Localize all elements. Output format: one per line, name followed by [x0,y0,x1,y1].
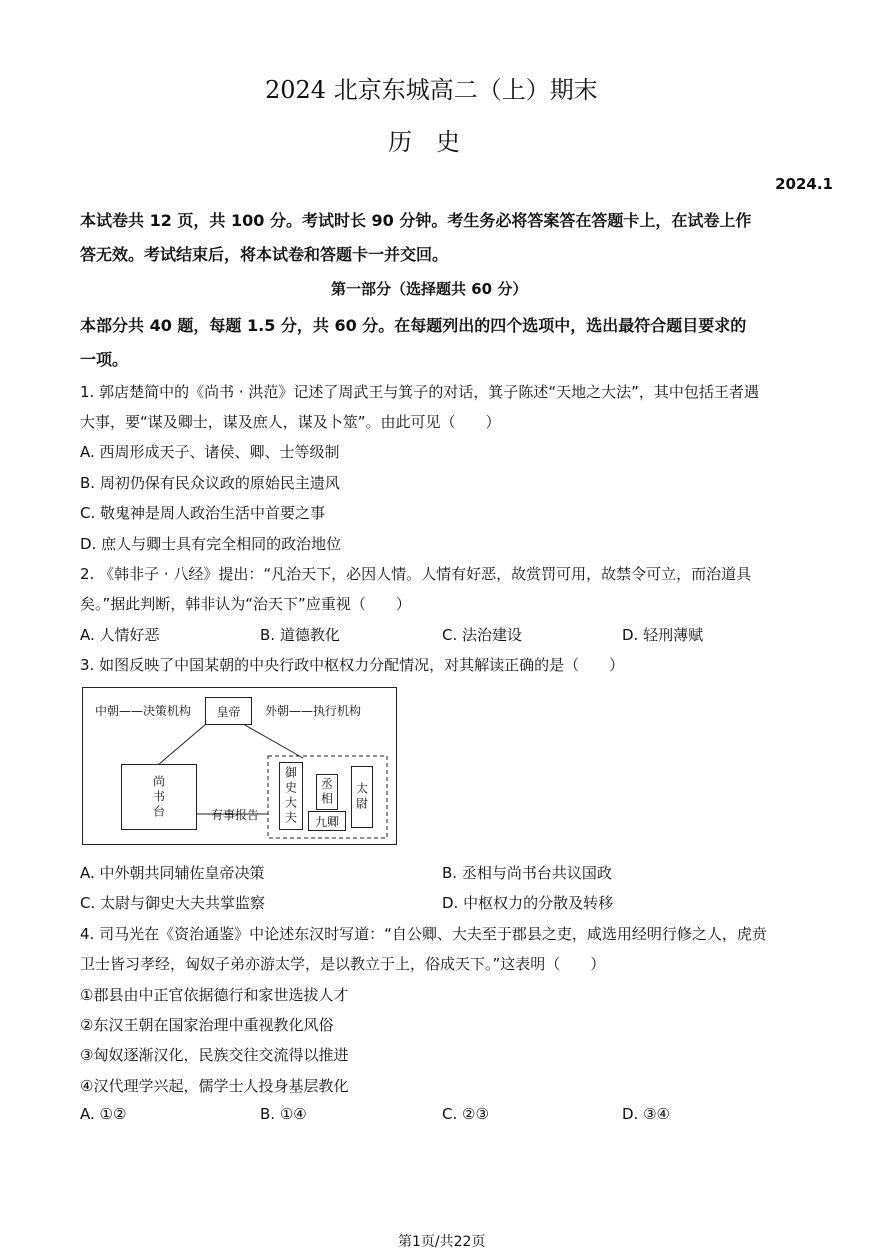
q3-option-d: D. 中枢权力的分散及转移 [442,894,614,912]
inner-court-label: 中朝——决策机构 [95,704,192,718]
q3-stem: 3. 如图反映了中国某朝的中央行政中枢权力分配情况，对其解读正确的是（ ） [80,656,625,674]
q4-option-b: B. ①④ [260,1105,307,1123]
q4-statement-1: ①郡县由中正官依据德行和家世选拔人才 [80,986,349,1004]
q3-option-a: A. 中外朝共同辅佐皇帝决策 [80,864,265,882]
q3-option-b: B. 丞相与尚书台共议国政 [442,864,612,882]
instructions-line-2: 答无效。考试结束后，将本试卷和答题卡一并交回。 [80,245,449,264]
part1-heading: 第一部分（选择题共 60 分） [331,280,528,298]
chengxiang-box: 丞相 [316,774,338,810]
q2-stem-2: 矣。”据此判断，韩非认为“治天下”应重视（ ） [80,595,411,613]
q1-option-a: A. 西周形成天子、诸侯、卿、士等级制 [80,443,340,461]
q2-option-d: D. 轻刑薄赋 [622,626,704,644]
q1-option-c: C. 敬鬼神是周人政治生活中首要之事 [80,504,326,522]
q1-stem-2: 大事，要“谋及卿士，谋及庶人，谋及卜筮”。由此可见（ ） [80,413,501,431]
q3-diagram [82,687,397,845]
q4-option-d: D. ③④ [622,1105,670,1123]
q4-stem-2: 卫士皆习孝经，匈奴子弟亦游太学，是以教立于上，俗成天下。”这表明（ ） [80,955,606,973]
outer-court-label: 外朝——执行机构 [265,704,362,718]
q4-statement-2: ②东汉王朝在国家治理中重视教化风俗 [80,1016,334,1034]
q2-option-b: B. 道德教化 [260,626,340,644]
q2-option-a: A. 人情好恶 [80,626,160,644]
line-emperor-shangshu [158,724,206,765]
q2-stem-1: 2. 《韩非子 · 八经》提出：“凡治天下，必因人情。人情有好恶，故赏罚可用，故禁令可立，而治道具 [80,565,752,583]
instructions-line-1: 本试卷共 12 页，共 100 分。考试时长 90 分钟。考生务必将答案答在答题卡上，在试卷上作 [80,211,752,230]
q4-option-c: C. ②③ [442,1105,489,1123]
q4-statement-3: ③匈奴逐渐汉化，民族交往交流得以推进 [80,1046,349,1064]
q1-stem-1: 1. 郭店楚简中的《尚书 · 洪范》记述了周武王与箕子的对话，箕子陈述“天地之大法”，其中包括王者遇 [80,383,759,401]
line-emperor-waichao [243,724,303,758]
report-label: 有事报告 [211,808,260,822]
q3-option-c: C. 太尉与御史大夫共掌监察 [80,894,266,912]
jiuqing-box: 九卿 [308,811,346,831]
q4-option-a: A. ①② [80,1105,127,1123]
exam-date: 2024.1 [775,175,833,193]
exam-title: 2024 北京东城高二（上）期末 [265,76,598,104]
subject-title: 历 史 [388,128,460,156]
shangshu-box: 尚书台 [121,764,197,830]
part1-desc-2: 一项。 [80,350,129,369]
q1-option-d: D. 庶人与卿士具有完全相同的政治地位 [80,535,342,553]
emperor-box: 皇帝 [205,697,252,725]
taiwei-box: 太尉 [351,766,373,828]
q2-option-c: C. 法治建设 [442,626,523,644]
part1-desc-1: 本部分共 40 题，每题 1.5 分，共 60 分。在每题列出的四个选项中，选出最符合题目要求的 [80,316,747,335]
q1-option-b: B. 周初仍保有民众议政的原始民主遗风 [80,474,340,492]
page-footer: 第1页/共22页 [398,1234,486,1250]
yushi-box: 御史大夫 [279,762,303,830]
q4-statement-4: ④汉代理学兴起，儒学士人投身基层教化 [80,1077,349,1095]
q4-stem-1: 4. 司马光在《资治通鉴》中论述东汉时写道：“自公卿、大夫至于郡县之吏，咸选用经明行修之人，虎贲 [80,925,767,943]
